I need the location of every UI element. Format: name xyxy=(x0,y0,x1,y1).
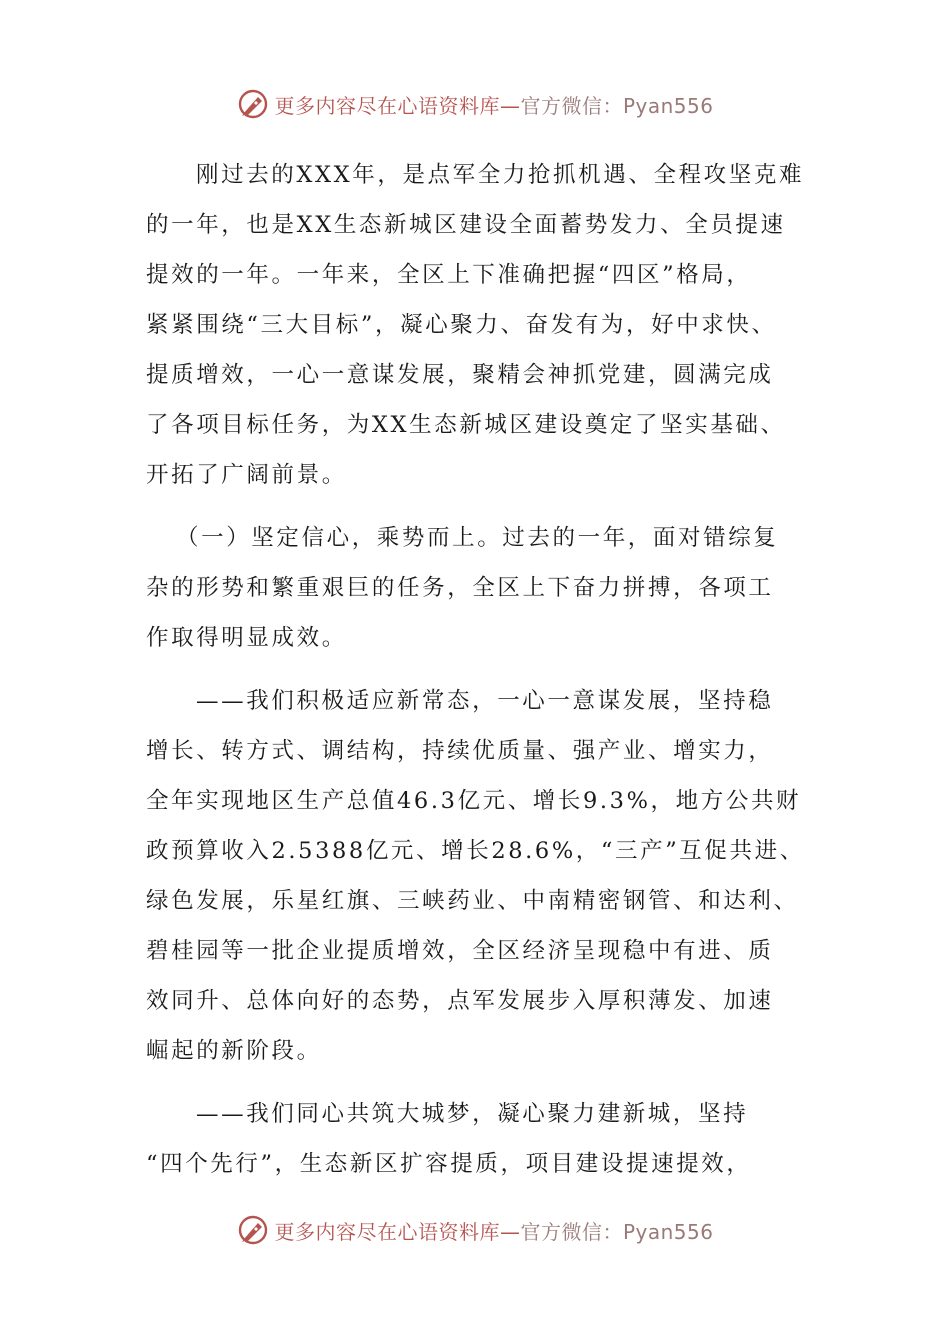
text-line: 刚过去的XXX年，是点军全力抢抓机遇、全程攻坚克难 xyxy=(196,162,805,188)
pen-nib-logo-icon xyxy=(236,1213,270,1247)
text-line: 碧桂园等一批企业提质增效，全区经济呈现稳中有进、质 xyxy=(146,938,774,964)
text-line: （一）坚定信心，乘势而上。过去的一年，面对错综复 xyxy=(176,525,779,551)
header-banner xyxy=(0,84,950,124)
text-line: 政预算收入2.5388亿元、增长28.6%，“三产”互促共进、 xyxy=(146,838,805,864)
banner-text: 更多内容尽在心语资料库—官方微信：Pyan556 xyxy=(274,93,714,118)
text-line: 了各项目标任务，为XX生态新城区建设奠定了坚实基础、 xyxy=(146,412,786,438)
text-line: 崛起的新阶段。 xyxy=(146,1038,322,1064)
text-line: ——我们同心共筑大城梦，凝心聚力建新城，坚持 xyxy=(196,1101,749,1127)
document-body xyxy=(146,150,810,1202)
text-line: 的一年，也是XX生态新城区建设全面蓄势发力、全员提速 xyxy=(146,212,786,238)
text-line: 效同升、总体向好的态势，点军发展步入厚积薄发、加速 xyxy=(146,988,774,1014)
banner-wechat-label: 官方微信：Pyan556 xyxy=(520,1219,714,1244)
pen-nib-logo-icon xyxy=(236,87,270,121)
text-line: 增长、转方式、调结构，持续优质量、强产业、增实力， xyxy=(146,738,774,764)
paragraph-4 xyxy=(146,1089,810,1189)
text-line: 绿色发展，乐星红旗、三峡药业、中南精密钢管、和达利、 xyxy=(146,888,799,914)
banner-text: 更多内容尽在心语资料库—官方微信：Pyan556 xyxy=(274,1219,714,1244)
text-line: ——我们积极适应新常态，一心一意谋发展，坚持稳 xyxy=(196,688,774,714)
text-line: “四个先行”，生态新区扩容提质，项目建设提速提效， xyxy=(146,1151,752,1177)
text-line: 全年实现地区生产总值46.3亿元、增长9.3%，地方公共财 xyxy=(146,788,802,814)
paragraph-2 xyxy=(146,513,810,663)
banner-wechat-label: 官方微信：Pyan556 xyxy=(520,93,714,118)
text-line: 紧紧围绕“三大目标”，凝心聚力、奋发有为，好中求快、 xyxy=(146,312,777,338)
paragraph-3 xyxy=(146,676,810,1076)
footer-banner xyxy=(0,1210,950,1250)
text-line: 杂的形势和繁重艰巨的任务，全区上下奋力拼搏，各项工 xyxy=(146,575,774,601)
paragraph-1 xyxy=(146,150,810,500)
text-line: 提质增效，一心一意谋发展，聚精会神抓党建，圆满完成 xyxy=(146,362,774,388)
text-line: 提效的一年。一年来，全区上下准确把握“四区”格局， xyxy=(146,262,752,288)
text-line: 开拓了广阔前景。 xyxy=(146,462,347,488)
text-line: 作取得明显成效。 xyxy=(146,625,347,651)
